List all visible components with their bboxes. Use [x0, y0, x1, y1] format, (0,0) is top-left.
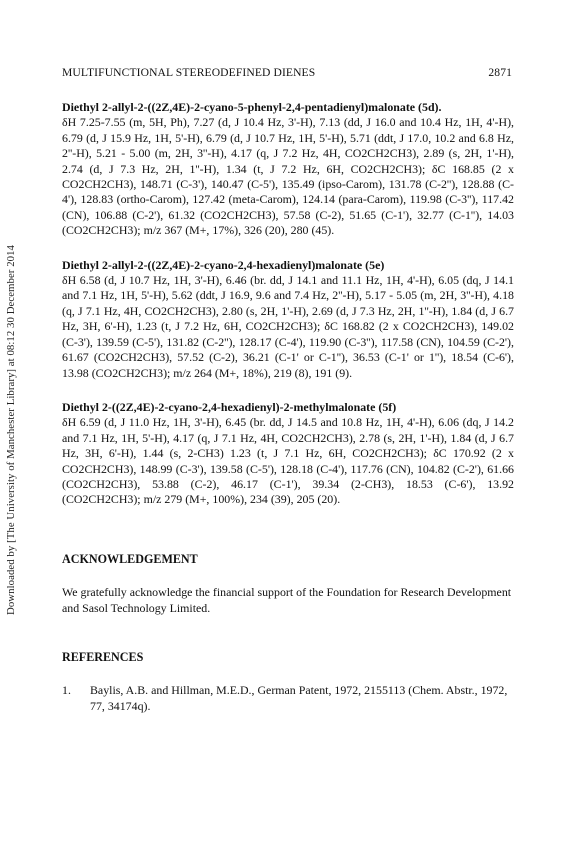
acknowledgement-text: We gratefully acknowledge the financial support of the Foundation for Research Development and Sasol Technology Limited. — [62, 585, 512, 615]
compound-5f — [62, 400, 514, 508]
download-watermark — [2, 170, 20, 690]
running-header — [62, 66, 512, 79]
reference-text: Baylis, A.B. and Hillman, M.E.D., German Patent, 1972, 2155113 (Chem. Abstr., 1972, 77, 34174q). — [90, 683, 508, 713]
compound-5d — [62, 100, 514, 239]
page-content — [62, 100, 514, 714]
compound-title: Diethyl 2-allyl-2-((2Z,4E)-2-cyano-5-phenyl-2,4-pentadienyl)malonate (5d). — [62, 100, 442, 114]
compound-spectral-data: δH 7.25-7.55 (m, 5H, Ph), 7.27 (d, J 10.4 Hz, 3'-H), 7.13 (dd, J 16.0 and 10.4 Hz, 1H, 4'-H), 6.79 (d, J 15.9 Hz, 1H, 5'-H), 6.79 (d, J 10.7 Hz, 1H, 5'-H), 5.71 (ddt, J 17.0, 10.2 and 6.8 Hz, 2''-H), 5.21 - 5.00 (m, 2H, 3''-H), 4.17 (q, J 7.2 Hz, 4H, CO2CH2CH3), 2.89 (s, 2H, 1'-H), 2.74 (d, J 7.3 Hz, 2H, 1''-H), 1.34 (t, J 7.2 Hz, 6H, CO2CH2CH3); δC 168.85 (2 x CO2CH2CH3), 148.71 (C-3'), 140.47 (C-5'), 135.49 (ipso-Carom), 131.78 (C-2''), 128.88 (C-4'), 128.83 (ortho-Carom), 127.42 (meta-Carom), 124.14 (para-Carom), 119.98 (C-3''), 117.42 (CN), 106.88 (C-2'), 61.32 (CO2CH2CH3), 57.58 (C-2), 51.65 (C-1'), 32.77 (C-1''), 14.03 (CO2CH2CH3); m/z 367 (M+, 17%), 326 (20), 280 (45). — [62, 115, 514, 238]
compound-5e — [62, 258, 514, 381]
compound-title: Diethyl 2-allyl-2-((2Z,4E)-2-cyano-2,4-hexadienyl)malonate (5e) — [62, 257, 385, 272]
page-number: 2871 — [488, 66, 512, 79]
compound-title: Diethyl 2-((2Z,4E)-2-cyano-2,4-hexadienyl)-2-methylmalonate (5f) — [62, 399, 397, 414]
references-heading: REFERENCES — [62, 649, 144, 664]
reference-item — [62, 683, 514, 714]
acknowledgement-heading: ACKNOWLEDGEMENT — [62, 551, 198, 566]
running-header-title: MULTIFUNCTIONAL STEREODEFINED DIENES — [62, 66, 316, 79]
compound-spectral-data: δH 6.59 (d, J 11.0 Hz, 1H, 3'-H), 6.45 (br. dd, J 14.5 and 10.8 Hz, 1H, 4'-H), 6.06 (dq, J 14.2 and 7.1 Hz, 1H, 5'-H), 4.17 (q, J 7.1 Hz, 4H, CO2CH2CH3), 2.78 (s, 2H, 1'-H), 1.84 (d, J 6.7 Hz, 3H, 6'-H), 1.44 (s, 2-CH3) 1.23 (t, J 7.1 Hz, 6H, CO2CH2CH3); δC 170.92 (2 x CO2CH2CH3), 148.99 (C-3'), 139.58 (C-5'), 128.18 (C-4'), 117.76 (CN), 104.82 (C-2'), 61.66 (CO2CH2CH3), 53.88 (C-2), 46.17 (C-1'), 39.34 (2-CH3), 18.53 (C-6'), 13.92 (CO2CH2CH3); m/z 279 (M+, 100%), 234 (39), 205 (20). — [62, 415, 514, 507]
reference-number: 1. — [62, 683, 71, 698]
compound-spectral-data: δH 6.58 (d, J 10.7 Hz, 1H, 3'-H), 6.46 (br. dd, J 14.1 and 11.1 Hz, 1H, 4'-H), 6.05 (dq, J 14.1 and 7.1 Hz, 1H, 5'-H), 5.62 (ddt, J 16.9, 9.6 and 7.4 Hz, 2''-H), 5.17 - 5.05 (m, 2H, 3''-H), 4.18 (q, J 7.1 Hz, 4H, CO2CH2CH3), 2.80 (s, 2H, 1'-H), 2.69 (d, J 7.3 Hz, 2H, 1''-H), 1.84 (d, J 6.7 Hz, 3H, 6'-H), 1.23 (t, J 7.2 Hz, 6H, CO2CH2CH3); δC 168.82 (2 x CO2CH2CH3), 149.02 (C-3'), 139.59 (C-5'), 131.82 (C-2''), 128.17 (C-4'), 119.90 (C-3''), 117.58 (CN), 104.59 (C-2'), 61.67 (CO2CH2CH3), 57.52 (C-2), 36.21 (C-1' or C-1''), 36.53 (C-1' or 1''), 18.54 (C-6'), 13.98 (CO2CH2CH3); m/z 264 (M+, 18%), 219 (8), 191 (9). — [62, 273, 514, 380]
download-watermark-text: Downloaded by [The University of Manchester Library] at 08:12 30 December 2014 — [5, 245, 18, 615]
